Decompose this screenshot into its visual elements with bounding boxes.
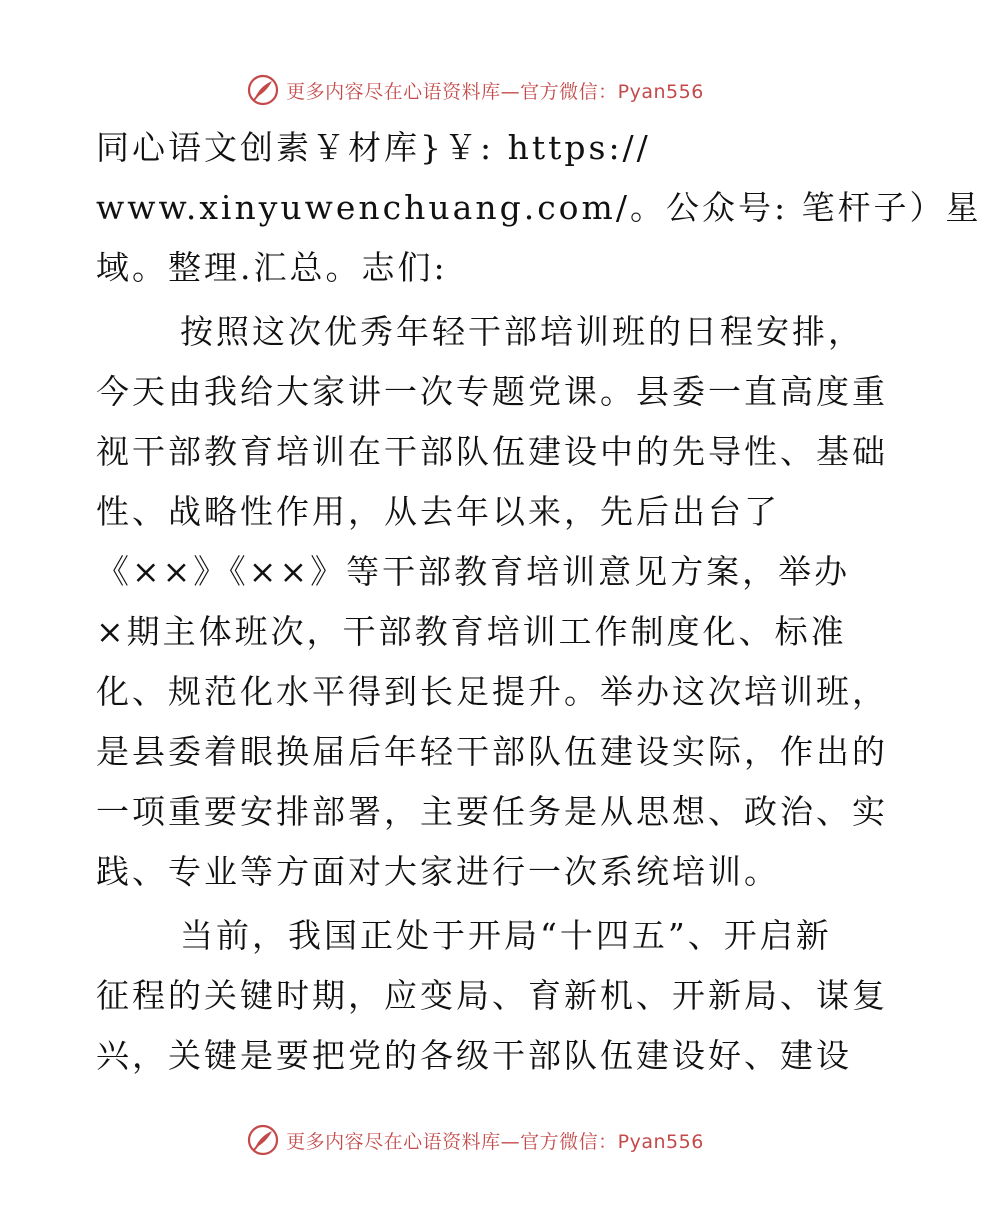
paragraph-1-line: 今天由我给大家讲一次专题党课。县委一直高度重 (96, 372, 888, 411)
paragraph-1-line: 视干部教育培训在干部队伍建设中的先导性、基础 (96, 432, 888, 471)
intro-line: 同心语文创素￥材库}￥: https:// (96, 128, 651, 167)
paragraph-1-line: 是县委着眼换届后年轻干部队伍建设实际，作出的 (96, 732, 888, 771)
paragraph-1-line: 《××》《××》等干部教育培训意见方案，举办 (96, 552, 851, 591)
document-body (96, 122, 982, 1090)
paragraph-2-line: 兴，关键是要把党的各级干部队伍建设好、建设 (96, 1036, 852, 1075)
footer-watermark (0, 1120, 950, 1160)
watermark-text: 更多内容尽在心语资料库—官方微信：Pyan556 (286, 80, 704, 103)
intro-line: 域。整理.汇总。志们: (96, 248, 448, 287)
intro-line: www.xinyuwenchuang.com/。公众号: 笔杆子）星 (96, 188, 982, 227)
paragraph-1-line: 按照这次优秀年轻干部培训班的日程安排， (180, 312, 864, 351)
paragraph-1-line: 化、规范化水平得到长足提升。举办这次培训班， (96, 672, 888, 711)
paragraph-1-line: ×期主体班次，干部教育培训工作制度化、标准 (96, 612, 847, 651)
header-watermark (0, 70, 950, 110)
paragraph-1-line: 一项重要安排部署，主要任务是从思想、政治、实 (96, 792, 888, 831)
paragraph-1-line: 践、专业等方面对大家进行一次系统培训。 (96, 852, 780, 891)
paragraph-2-line: 当前，我国正处于开局“十四五”、开启新 (180, 916, 832, 955)
paragraph-1-line: 性、战略性作用，从去年以来，先后出台了 (96, 492, 780, 531)
paragraph-2-line: 征程的关键时期，应变局、育新机、开新局、谋复 (96, 976, 888, 1015)
feather-pen-logo-icon (246, 73, 280, 107)
feather-pen-logo-icon (246, 1123, 280, 1157)
watermark-text: 更多内容尽在心语资料库—官方微信：Pyan556 (286, 1130, 704, 1153)
